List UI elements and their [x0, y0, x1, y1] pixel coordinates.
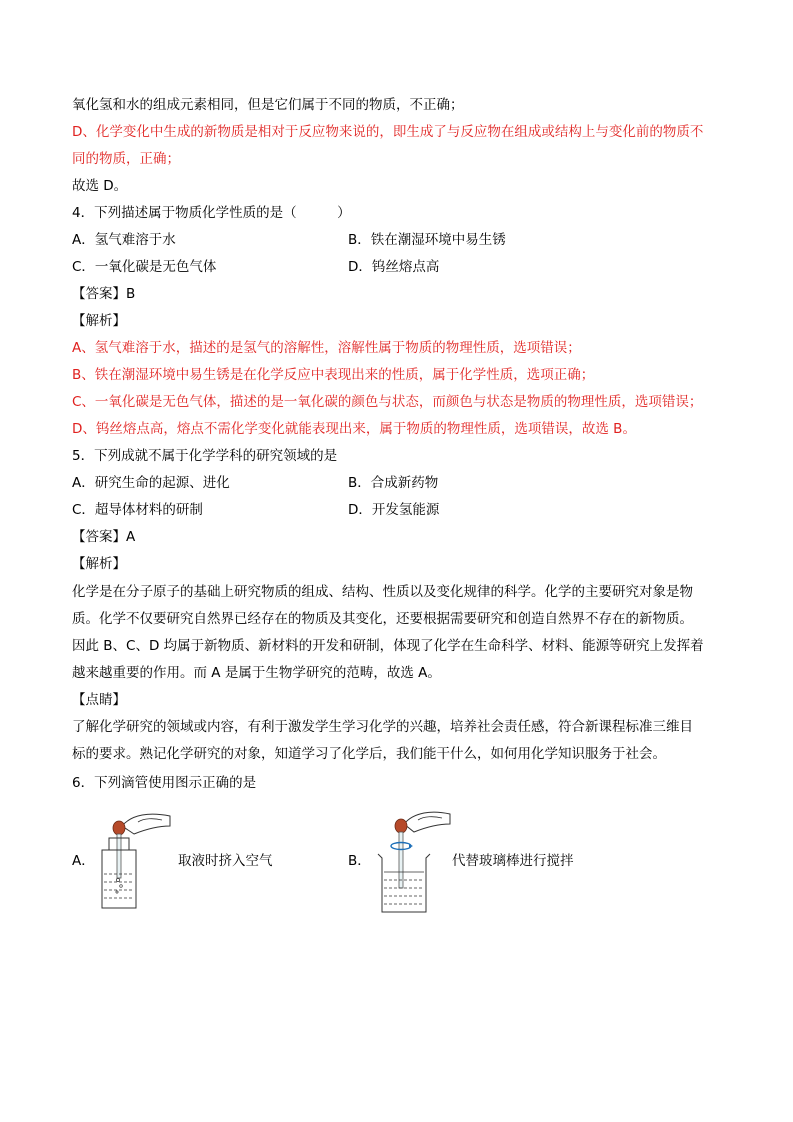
q6-option-b-caption: 代替玻璃棒进行搅拌	[452, 853, 574, 869]
q3-conclusion: 故选 D。	[72, 178, 128, 194]
q5-stem: 5．下列成就不属于化学学科的研究领域的是	[72, 448, 338, 464]
dropper-stirring-beaker-figure	[374, 808, 454, 918]
q5-option-a: A．研究生命的起源、进化	[72, 475, 230, 491]
q5-answer: 【答案】A	[72, 529, 136, 545]
q5-analysis-line: 越来越重要的作用。而 A 是属于生物学研究的范畴，故选 A。	[72, 665, 441, 681]
q5-analysis-line: 质。化学不仅要研究自然界已经存在的物质及其变化，还要根据需要研究和创造自然界不存在的新物质。	[72, 611, 693, 627]
q6-stem: 6．下列滴管使用图示正确的是	[72, 775, 257, 791]
q4-option-d: D．钨丝熔点高	[348, 259, 440, 275]
q5-analysis-line: 因此 B、C、D 均属于新物质、新材料的开发和研制，体现了化学在生命科学、材料、能源等研究上发挥着	[72, 638, 704, 654]
q5-analysis-line: 化学是在分子原子的基础上研究物质的组成、结构、性质以及变化规律的科学。化学的主要研究对象是物	[72, 584, 693, 600]
q6-option-a-caption: 取液时挤入空气	[178, 853, 273, 869]
q5-option-d: D．开发氢能源	[348, 502, 440, 518]
q6-option-b-letter: B．	[348, 853, 371, 869]
dropper-stirring-icon	[374, 808, 454, 918]
q3-text-line: 氧化氢和水的组成元素相同，但是它们属于不同的物质，不正确；	[72, 97, 464, 113]
q4-answer: 【答案】B	[72, 286, 136, 302]
q5-comment-title: 【点睛】	[72, 692, 126, 708]
q6-option-a-letter: A．	[72, 853, 95, 869]
q3-option-d-analysis: D、化学变化中生成的新物质是相对于反应物来说的，即生成了与反应物在组成或结构上与变化前的物质不	[72, 124, 704, 140]
dropper-in-bottle-icon	[98, 808, 174, 918]
q4-analysis-d: D、钨丝熔点高，熔点不需化学变化就能表现出来，属于物质的物理性质，选项错误，故选 B。	[72, 421, 636, 437]
q4-analysis-c: C、一氧化碳是无色气体，描述的是一氧化碳的颜色与状态，而颜色与状态是物质的物理性质，选项错误；	[72, 394, 703, 410]
q3-option-d-analysis-cont: 同的物质，正确；	[72, 151, 180, 167]
q4-option-b: B．铁在潮湿环境中易生锈	[348, 232, 506, 248]
q4-analysis-a: A、氢气难溶于水，描述的是氢气的溶解性，溶解性属于物质的物理性质，选项错误；	[72, 340, 581, 356]
q4-analysis-title: 【解析】	[72, 313, 126, 329]
dropper-in-bottle-figure	[98, 808, 174, 918]
q4-option-c: C．一氧化碳是无色气体	[72, 259, 217, 275]
q5-option-b: B．合成新药物	[348, 475, 439, 491]
q4-stem: 4．下列描述属于物质化学性质的是（ ）	[72, 205, 351, 221]
q5-comment-line: 了解化学研究的领域或内容，有利于激发学生学习化学的兴趣，培养社会责任感，符合新课程标准三维目	[72, 719, 693, 735]
q5-option-c: C．超导体材料的研制	[72, 502, 203, 518]
q5-comment-line: 标的要求。熟记化学研究的对象，知道学习了化学后，我们能干什么，如何用化学知识服务于社会。	[72, 746, 666, 762]
q5-analysis-title: 【解析】	[72, 556, 126, 572]
q4-analysis-b: B、铁在潮湿环境中易生锈是在化学反应中表现出来的性质，属于化学性质，选项正确；	[72, 367, 595, 383]
q4-option-a: A．氢气难溶于水	[72, 232, 176, 248]
